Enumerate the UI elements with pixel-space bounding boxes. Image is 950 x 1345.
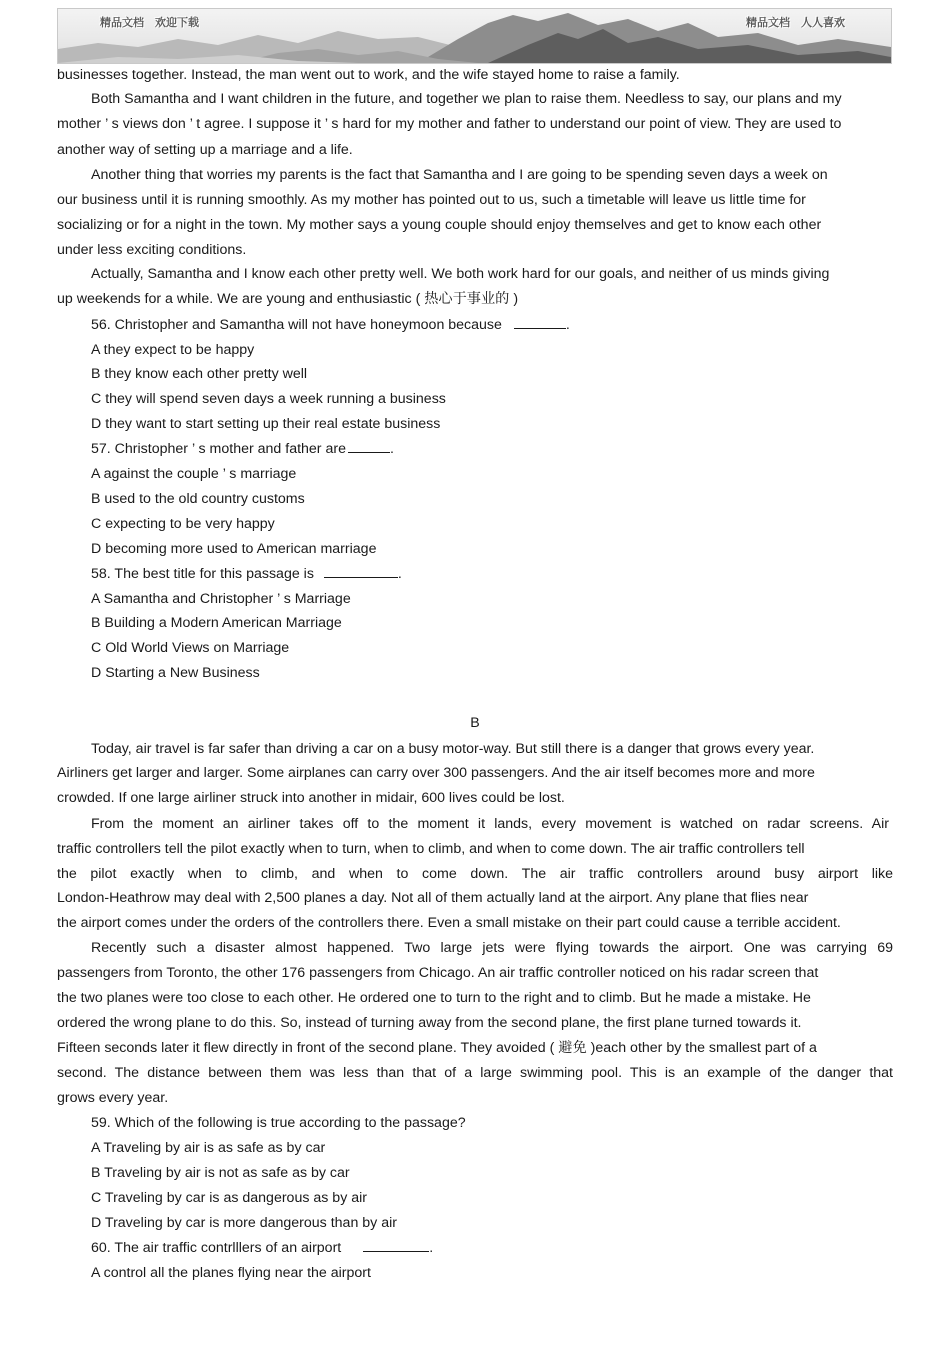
option-59-b: B Traveling by air is not as safe as by car xyxy=(91,1165,350,1181)
passage-a-line: another way of setting up a marriage and a life. xyxy=(57,142,353,158)
passage-a-line: mother ’ s views don ’ t agree. I suppose it ’ s hard for my mother and father to understand our point of view. They are used to xyxy=(57,116,842,132)
question-end: . xyxy=(429,1240,434,1256)
passage-b-line: Recently such a disaster almost happened. Two large jets were flying towards the airport. One was carrying 69 xyxy=(91,940,893,956)
option-58-b: B Building a Modern American Marriage xyxy=(91,615,342,631)
option-56-c: C they will spend seven days a week running a business xyxy=(91,391,446,407)
option-60-a: A control all the planes flying near the airport xyxy=(91,1265,371,1281)
question-57-stem xyxy=(91,440,394,458)
passage-b-line: the pilot exactly when to climb, and when to come down. The air traffic controllers around busy airport like xyxy=(57,866,893,882)
passage-b-line: the two planes were too close to each other. He ordered one to turn to the right and to climb. But he made a mistake. He xyxy=(57,990,811,1006)
passage-b-line: crowded. If one large airliner struck into another in midair, 600 lives could be lost. xyxy=(57,790,565,806)
option-59-c: C Traveling by car is as dangerous as by air xyxy=(91,1190,367,1206)
option-57-d: D becoming more used to American marriage xyxy=(91,541,377,557)
passage-a-line: socializing or for a night in the town. My mother says a young couple should enjoy themselves and get to know each other xyxy=(57,217,822,233)
option-56-b: B they know each other pretty well xyxy=(91,366,308,382)
answer-blank xyxy=(348,440,390,453)
question-56-stem xyxy=(91,316,570,334)
answer-blank xyxy=(363,1239,429,1252)
option-59-d: D Traveling by car is more dangerous than by air xyxy=(91,1215,397,1231)
passage-b-line: From the moment an airliner takes off to the moment it lands, every movement is watched on radar screens. Air xyxy=(91,816,889,832)
passage-a-line: Another thing that worries my parents is the fact that Samantha and I are going to be spending seven days a week on xyxy=(91,167,828,183)
question-59-stem: 59. Which of the following is true according to the passage? xyxy=(91,1115,466,1131)
option-56-a: A they expect to be happy xyxy=(91,342,255,358)
question-58-stem xyxy=(91,565,402,583)
question-text: 60. The air traffic contrlllers of an airport xyxy=(91,1240,342,1256)
passage-b-line: Fifteen seconds later it flew directly in front of the second plane. They avoided ( 避免 )each other by the smallest part of a xyxy=(57,1040,817,1056)
passage-b-line: the airport comes under the orders of the controllers there. Even a small mistake on their part could cause a terrible accident. xyxy=(57,915,841,931)
option-58-a: A Samantha and Christopher ’ s Marriage xyxy=(91,591,351,607)
passage-b-line: second. The distance between them was less than that of a large swimming pool. This is an example of the danger that xyxy=(57,1065,893,1081)
passage-a-line: Both Samantha and I want children in the future, and together we plan to raise them. Needless to say, our plans and my xyxy=(91,91,842,107)
option-58-c: C Old World Views on Marriage xyxy=(91,640,290,656)
option-57-a: A against the couple ’ s marriage xyxy=(91,466,297,482)
passage-a-line: Actually, Samantha and I know each other pretty well. We both work hard for our goals, and neither of us minds giving xyxy=(91,266,830,282)
passage-a-line: under less exciting conditions. xyxy=(57,242,247,258)
passage-b-line: passengers from Toronto, the other 176 passengers from Chicago. An air traffic controller noticed on his radar screen that xyxy=(57,965,819,981)
banner-left-text: 精品文档 欢迎下载 xyxy=(100,16,199,29)
option-59-a: A Traveling by air is as safe as by car xyxy=(91,1140,326,1156)
question-text: 57. Christopher ’ s mother and father are xyxy=(91,441,346,457)
passage-a-line: our business until it is running smoothly. As my mother has pointed out to us, such a timetable will leave us little time for xyxy=(57,192,806,208)
question-end: . xyxy=(565,317,570,333)
passage-a-line: businesses together. Instead, the man went out to work, and the wife stayed home to raise a family. xyxy=(57,67,680,83)
banner-right-text: 精品文档 人人喜欢 xyxy=(746,16,845,29)
section-b-heading: B xyxy=(470,715,480,731)
option-57-b: B used to the old country customs xyxy=(91,491,305,507)
question-end: . xyxy=(389,441,394,457)
question-60-stem xyxy=(91,1239,433,1257)
option-57-c: C expecting to be very happy xyxy=(91,516,275,532)
header-banner xyxy=(57,8,892,64)
passage-b-line: traffic controllers tell the pilot exactly when to turn, when to climb, and when to come down. The air traffic controllers tell xyxy=(57,841,805,857)
question-text: 58. The best title for this passage is xyxy=(91,566,314,582)
answer-blank xyxy=(514,316,566,329)
answer-blank xyxy=(324,565,398,578)
passage-b-line: London-Heathrow may deal with 2,500 planes a day. Not all of them actually land at the airport. Any plane that flies near xyxy=(57,890,809,906)
passage-b-line: ordered the wrong plane to do this. So, instead of turning away from the second plane, the first plane turned towards it. xyxy=(57,1015,802,1031)
passage-b-line: grows every year. xyxy=(57,1090,169,1106)
passage-a-line: up weekends for a while. We are young and enthusiastic ( 热心于事业的 ) xyxy=(57,291,519,307)
question-end: . xyxy=(397,566,402,582)
passage-b-line: Airliners get larger and larger. Some airplanes can carry over 300 passengers. And the air itself becomes more and more xyxy=(57,765,815,781)
question-text: 56. Christopher and Samantha will not have honeymoon because xyxy=(91,317,502,333)
option-56-d: D they want to start setting up their real estate business xyxy=(91,416,441,432)
passage-b-line: Today, air travel is far safer than driving a car on a busy motor-way. But still there is a danger that grows every year. xyxy=(91,741,815,757)
option-58-d: D Starting a New Business xyxy=(91,665,260,681)
